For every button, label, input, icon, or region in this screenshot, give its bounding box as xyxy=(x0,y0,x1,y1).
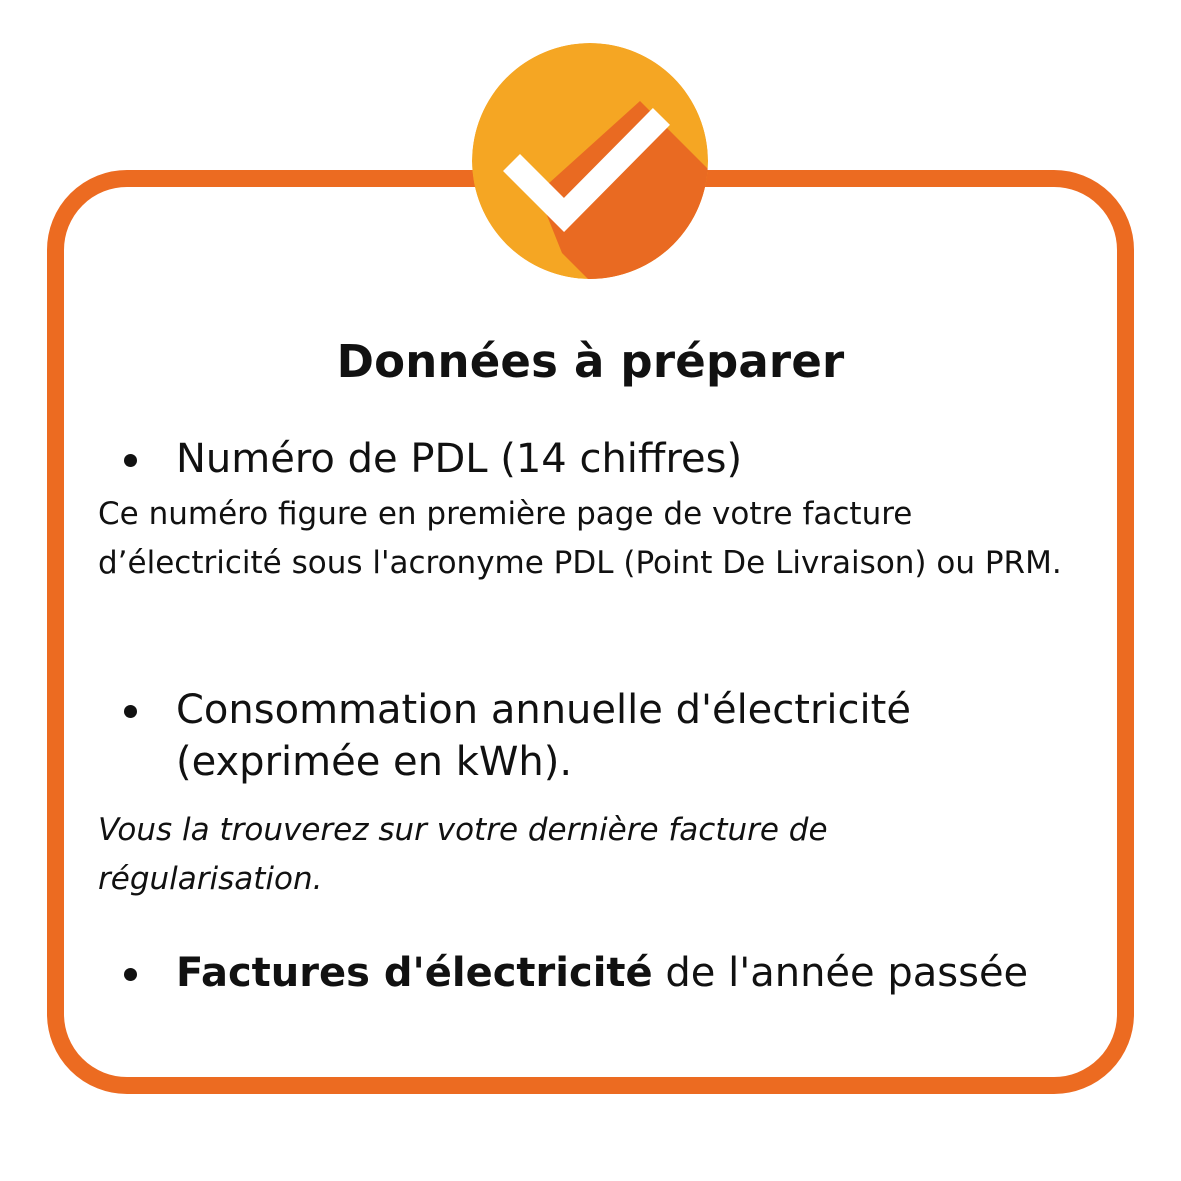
item-heading xyxy=(176,947,1028,999)
list-item xyxy=(124,947,1028,999)
item-description: Vous la trouverez sur votre dernière facture de régularisation. xyxy=(98,812,828,897)
item-heading-text: Factures d'électricité xyxy=(176,950,653,996)
list-item xyxy=(124,433,742,485)
item-heading-subtext: de l'année passée xyxy=(665,950,1029,996)
bullet-dot xyxy=(124,968,137,981)
checkmark-icon xyxy=(472,43,708,279)
list-item xyxy=(124,684,1076,788)
bullet-dot xyxy=(124,705,137,718)
item-heading-subtext: (exprimée en kWh). xyxy=(176,739,573,785)
page-title: Données à préparer xyxy=(336,335,845,388)
checkmark-badge xyxy=(472,43,708,279)
bullet-dot xyxy=(124,454,137,467)
item-heading xyxy=(176,684,1076,788)
item-heading xyxy=(176,433,742,485)
item-heading-text: Consommation annuelle d'électricité xyxy=(176,687,911,733)
item-description: Ce numéro figure en première page de votre facture d’électricité sous l'acronyme PDL (Point De Livraison) ou PRM. xyxy=(98,496,1062,581)
item-heading-text: Numéro de PDL (14 chiffres) xyxy=(176,436,743,482)
